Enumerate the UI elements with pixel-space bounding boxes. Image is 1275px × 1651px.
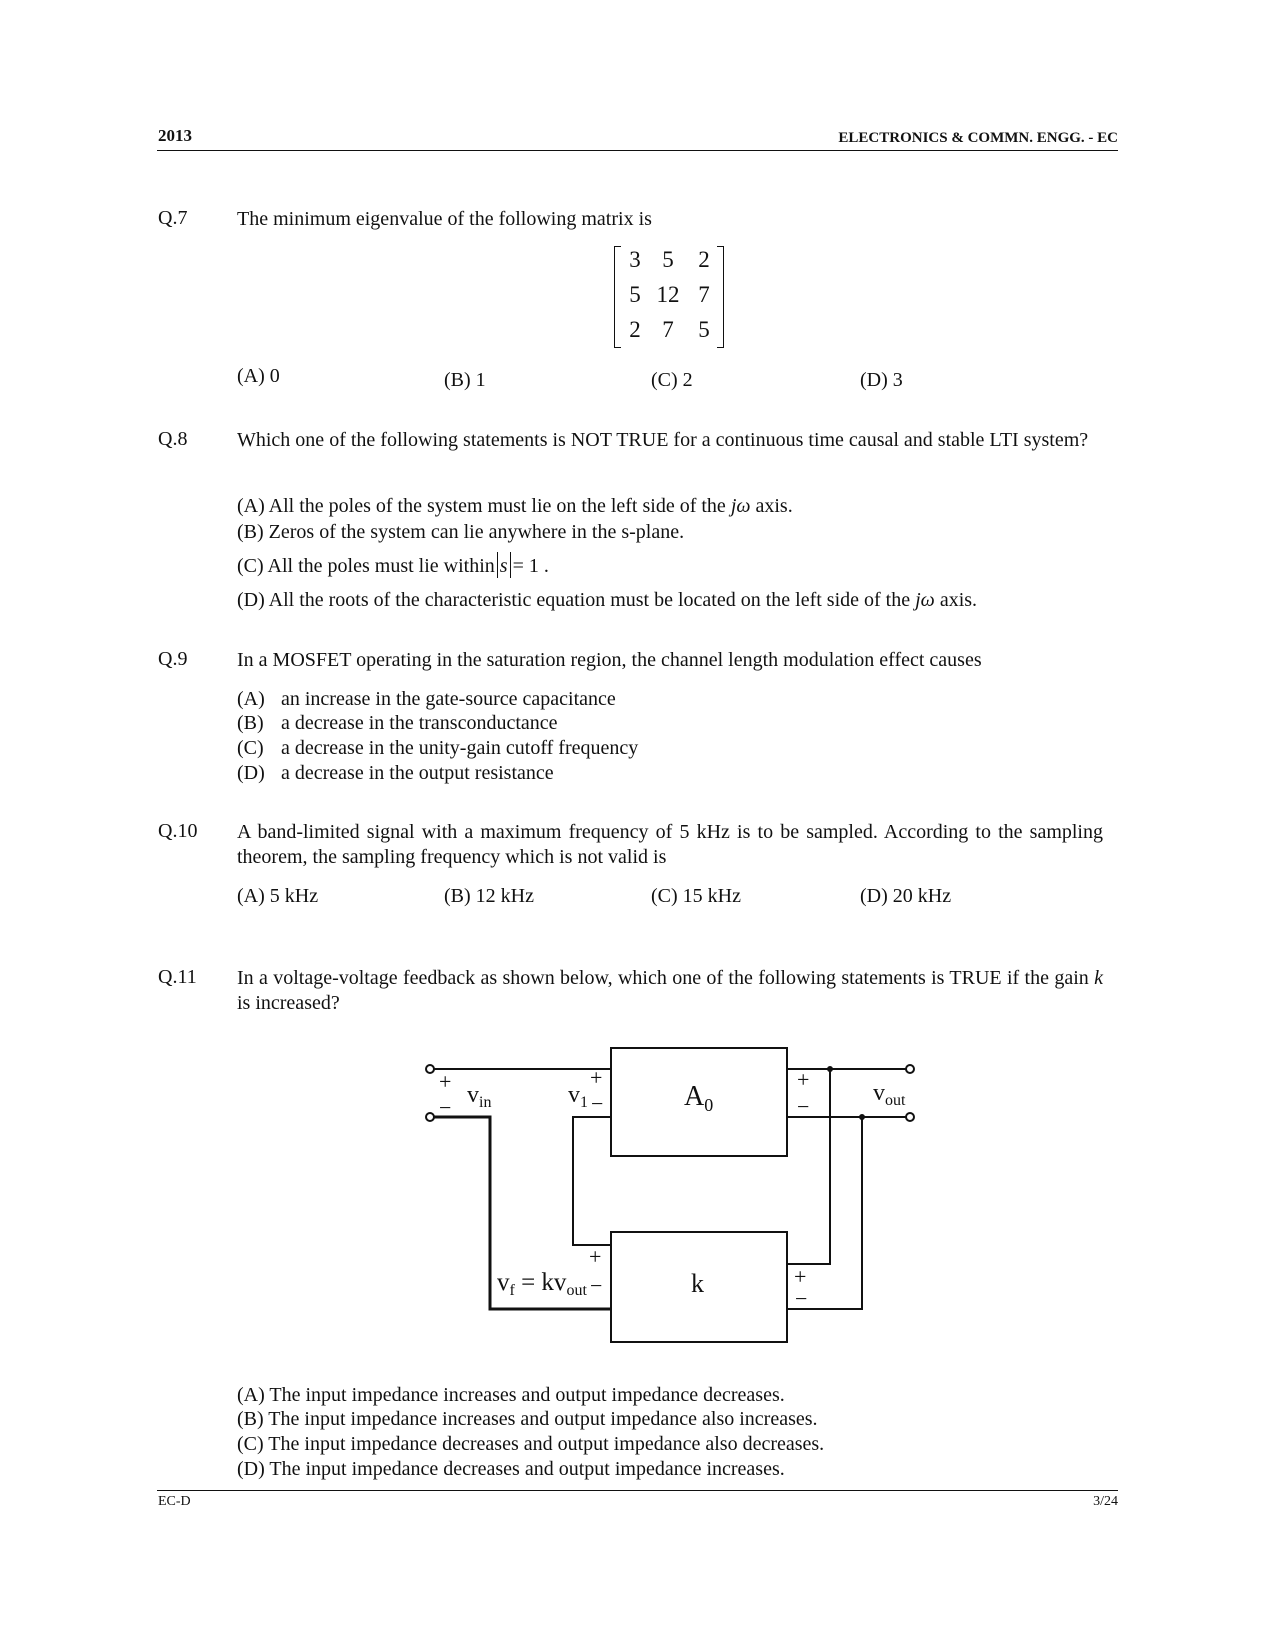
out-minus: −: [797, 1094, 810, 1119]
vf-minus: −: [590, 1273, 603, 1298]
wire-v1-minus: [573, 1117, 611, 1245]
footer-rule: [157, 1490, 1118, 1491]
q9-option-c: a decrease in the unity-gain cutoff frequency: [281, 737, 639, 759]
matrix-cell: 2: [698, 247, 710, 272]
footer-page: 3/24: [1093, 1494, 1118, 1509]
q9-option-b: a decrease in the transconductance: [281, 712, 558, 734]
matrix-cell: 5: [698, 317, 710, 342]
v1-minus: −: [591, 1091, 604, 1116]
matrix-cell: 5: [662, 247, 674, 272]
vf-label: $v_f = kv_{out}$: [497, 1269, 587, 1299]
q7-option-a: (A) 0: [237, 365, 280, 387]
vin-minus: −: [439, 1095, 452, 1120]
q8-option-c: (C) All the poles must lie within s = 1 .: [237, 552, 549, 579]
fb-minus: −: [795, 1286, 808, 1311]
q10-option-a: (A) 5 kHz: [237, 885, 319, 907]
v1-label: $v_1$: [568, 1082, 588, 1111]
footer-code: EC-D: [158, 1494, 191, 1509]
q10-option-d: (D) 20 kHz: [860, 885, 952, 907]
header-subject: ELECTRONICS & COMMN. ENGG. - EC: [838, 130, 1118, 146]
q8-option-d: (D) All the roots of the characteristic equation must be located on the left side of the jω axis.: [237, 589, 978, 611]
vout-label: $v_{out}$: [873, 1080, 906, 1109]
q11-option-b: (B) The input impedance increases and output impedance also increases.: [237, 1408, 818, 1430]
matrix-cell: 3: [629, 247, 641, 272]
feedback-label: k: [691, 1269, 704, 1298]
q9-option-d: a decrease in the output resistance: [281, 762, 554, 784]
out-plus: +: [797, 1067, 810, 1092]
q10-option-b: (B) 12 kHz: [444, 885, 534, 907]
q9-option-d-label: (D): [237, 762, 265, 784]
q9-text: In a MOSFET operating in the saturation region, the channel length modulation effect causes: [237, 649, 982, 671]
matrix-cell: 5: [629, 282, 641, 307]
q8-text: Which one of the following statements is NOT TRUE for a continuous time causal and stable LTI system?: [237, 429, 1089, 451]
q10-number: Q.10: [158, 820, 198, 842]
matrix-cell: 7: [698, 282, 710, 307]
q11-option-a: (A) The input impedance increases and output impedance decreases.: [237, 1384, 785, 1406]
q8-option-a: (A) All the poles of the system must lie on the left side of the jω axis.: [237, 495, 793, 517]
vin-plus: +: [439, 1069, 452, 1094]
q11-text: In a voltage-voltage feedback as shown below, which one of the following statements is TRUE if the gain k is increased?: [237, 967, 1103, 1014]
output-terminal-bottom: [906, 1113, 914, 1121]
vin-label: $v_{in}$: [467, 1082, 492, 1111]
output-terminal-top: [906, 1065, 914, 1073]
q9-option-c-label: (C): [237, 737, 264, 759]
q8-number: Q.8: [158, 428, 188, 450]
fb-plus: +: [794, 1264, 807, 1289]
q8-option-b: (B) Zeros of the system can lie anywhere in the s-plane.: [237, 521, 685, 543]
matrix-cell: 2: [629, 317, 641, 342]
amplifier-label: $A_0$: [684, 1081, 714, 1115]
q9-option-a-label: (A): [237, 688, 265, 710]
q7-option-c: (C) 2: [651, 369, 693, 391]
input-terminal-top: [426, 1065, 434, 1073]
q11-option-d: (D) The input impedance decreases and output impedance increases.: [237, 1458, 785, 1480]
q9-option-a: an increase in the gate-source capacitance: [281, 688, 616, 710]
q7-number: Q.7: [158, 207, 188, 229]
q7-option-b: (B) 1: [444, 369, 486, 391]
q9-number: Q.9: [158, 648, 188, 670]
q7-text: The minimum eigenvalue of the following matrix is: [237, 208, 652, 230]
vf-plus: +: [589, 1244, 602, 1269]
q10-text: A band-limited signal with a maximum frequency of 5 kHz is to be sampled. According to the sampling theorem, the sampling frequency which is not valid is: [237, 821, 1103, 868]
q10-option-c: (C) 15 kHz: [651, 885, 741, 907]
q11-option-c: (C) The input impedance decreases and output impedance also decreases.: [237, 1433, 825, 1455]
input-terminal-bottom: [426, 1113, 434, 1121]
q9-option-b-label: (B): [237, 712, 264, 734]
header-year: 2013: [158, 126, 192, 145]
matrix-cell: 7: [662, 317, 674, 342]
q7-option-d: (D) 3: [860, 369, 903, 391]
matrix-cell: 12: [656, 282, 680, 307]
v1-plus: +: [590, 1065, 603, 1090]
q11-number: Q.11: [158, 966, 197, 988]
